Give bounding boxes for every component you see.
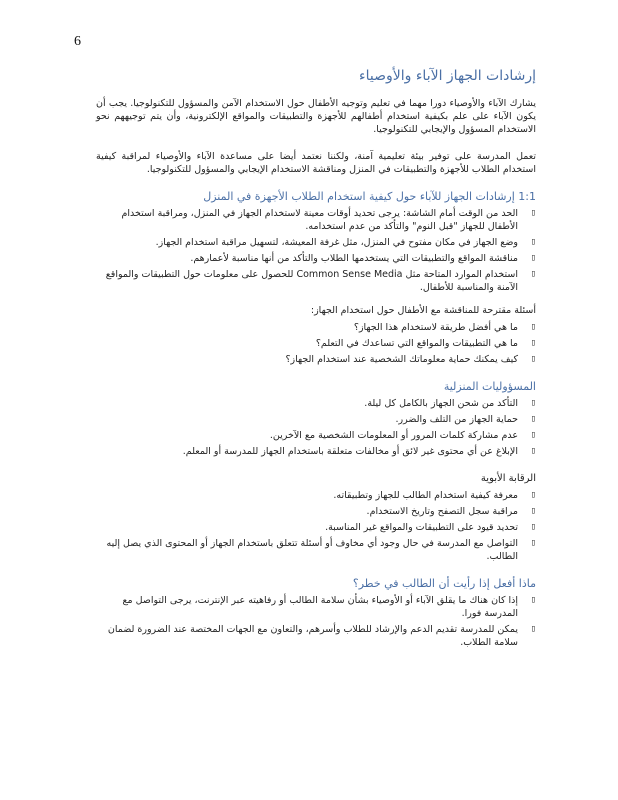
section-heading: 1:1 إرشادات الجهاز للآباء حول كيفية استخدام الطلاب الأجهزة في المنزل bbox=[203, 190, 536, 203]
list-item: ▯ الحد من الوقت أمام الشاشة: يرجى تحديد أوقات معينة لاستخدام الجهاز في المنزل، ومراقبة استخدام الأطفال للجهاز "قبل النوم" والتأكد من عدم استخدامه. bbox=[121, 208, 536, 232]
section-heading: ماذا أفعل إذا رأيت أن الطالب في خطر؟ bbox=[352, 577, 536, 590]
bullet-icon: ▯ bbox=[530, 354, 536, 364]
bullet-icon: ▯ bbox=[530, 338, 536, 348]
list-item: ▯ معرفة كيفية استخدام الطالب للجهاز وتطبيقاته. bbox=[333, 490, 536, 501]
page-title: إرشادات الجهاز الآباء والأوصياء bbox=[359, 68, 536, 84]
bullet-icon: ▯ bbox=[530, 506, 536, 516]
bullet-list bbox=[96, 594, 536, 649]
list-item: ▯ كيف يمكنك حماية معلوماتك الشخصية عند استخدام الجهاز؟ bbox=[285, 354, 536, 365]
document-body bbox=[96, 60, 536, 659]
list-item: ▯ التواصل مع المدرسة في حال وجود أي مخاوف أو أسئلة تتعلق باستخدام الجهاز أو المحتوى الذي يصل إليه الطالب. bbox=[106, 538, 536, 562]
subsection-heading: الرقابة الأبوية bbox=[480, 473, 536, 484]
list-item: ▯ يمكن للمدرسة تقديم الدعم والإرشاد للطلاب وأسرهم، والتعاون مع الجهات المختصة عند الضرورة لضمان سلامة الطلاب. bbox=[107, 624, 536, 648]
intro-paragraph-2: تعمل المدرسة على توفير بيئة تعليمية آمنة، ولكننا نعتمد أيضا على مساعدة الآباء والأوصياء لمراقبة كيفية استخدام الطلاب للأجهزة والتطبيقات في المنزل ومناقشة الاستخدام الإيجابي والمسؤول للتكنولوجيا. bbox=[96, 151, 536, 175]
list-item: ▯ مراقبة سجل التصفح وتاريخ الاستخدام. bbox=[366, 506, 536, 517]
bullet-list bbox=[96, 397, 536, 458]
bullet-icon: ▯ bbox=[530, 522, 536, 532]
list-item: ▯ عدم مشاركة كلمات المرور أو المعلومات الشخصية مع الآخرين. bbox=[269, 430, 536, 441]
bullet-icon: ▯ bbox=[530, 237, 536, 247]
bullet-list bbox=[96, 207, 536, 294]
list-item: ▯ ما هي التطبيقات والمواقع التي تساعدك في التعلم؟ bbox=[315, 338, 536, 349]
bullet-icon: ▯ bbox=[530, 624, 536, 634]
list-item: ▯ استخدام الموارد المتاحة مثل Common Sense Media للحصول على معلومات حول التطبيقات والمواقع الآمنة والمناسبة للأطفال. bbox=[105, 269, 536, 293]
bullet-icon: ▯ bbox=[530, 253, 536, 263]
bullet-icon: ▯ bbox=[530, 595, 536, 605]
bullet-icon: ▯ bbox=[530, 414, 536, 424]
bullet-icon: ▯ bbox=[530, 446, 536, 456]
bullet-icon: ▯ bbox=[530, 490, 536, 500]
list-item: ▯ حماية الجهاز من التلف والضرر. bbox=[395, 414, 536, 425]
bullet-list bbox=[96, 489, 536, 563]
section-heading: المسؤوليات المنزلية bbox=[443, 380, 536, 393]
list-item: ▯ مناقشة المواقع والتطبيقات التي يستخدمها الطلاب والتأكد من أنها مناسبة لأعمارهم. bbox=[190, 253, 536, 264]
bullet-icon: ▯ bbox=[530, 322, 536, 332]
bullet-icon: ▯ bbox=[530, 398, 536, 408]
bullet-list bbox=[96, 321, 536, 366]
page-number: 6 bbox=[74, 34, 81, 49]
list-item: ▯ ما هي أفضل طريقة لاستخدام هذا الجهاز؟ bbox=[353, 322, 536, 333]
bullet-icon: ▯ bbox=[530, 208, 536, 218]
bullet-icon: ▯ bbox=[530, 269, 536, 279]
discussion-lead: أسئلة مقترحة للمناقشة مع الأطفال حول استخدام الجهاز: bbox=[310, 305, 536, 316]
list-item: ▯ التأكد من شحن الجهاز بالكامل كل ليلة. bbox=[364, 398, 536, 409]
list-item: ▯ وضع الجهاز في مكان مفتوح في المنزل، مثل غرفة المعيشة، لتسهيل مراقبة استخدام الجهاز. bbox=[155, 237, 536, 248]
list-item: ▯ إذا كان هناك ما يقلق الآباء أو الأوصياء بشأن سلامة الطالب أو رفاهيته عبر الإنترنت، يرجى التواصل مع المدرسة فورا. bbox=[122, 595, 536, 619]
list-item: ▯ الإبلاغ عن أي محتوى غير لائق أو مخالفات متعلقة باستخدام الجهاز للمدرسة أو المعلم. bbox=[182, 446, 536, 457]
intro-paragraph-1: يشارك الآباء والأوصياء دورا مهما في تعليم وتوجيه الأطفال حول الاستخدام الآمن والمسؤول للتكنولوجيا. يجب أن يكون الآباء على علم بكيفية استخدام أطفالهم للأجهزة والتطبيقات والمواقع الإلكترونية، وأن يتم توجيههم نحو الاستخدام المسؤول والإيجابي للتكنولوجيا. bbox=[96, 98, 536, 135]
bullet-icon: ▯ bbox=[530, 538, 536, 548]
list-item: ▯ تحديد قيود على التطبيقات والمواقع غير المناسبة. bbox=[325, 522, 536, 533]
bullet-icon: ▯ bbox=[530, 430, 536, 440]
